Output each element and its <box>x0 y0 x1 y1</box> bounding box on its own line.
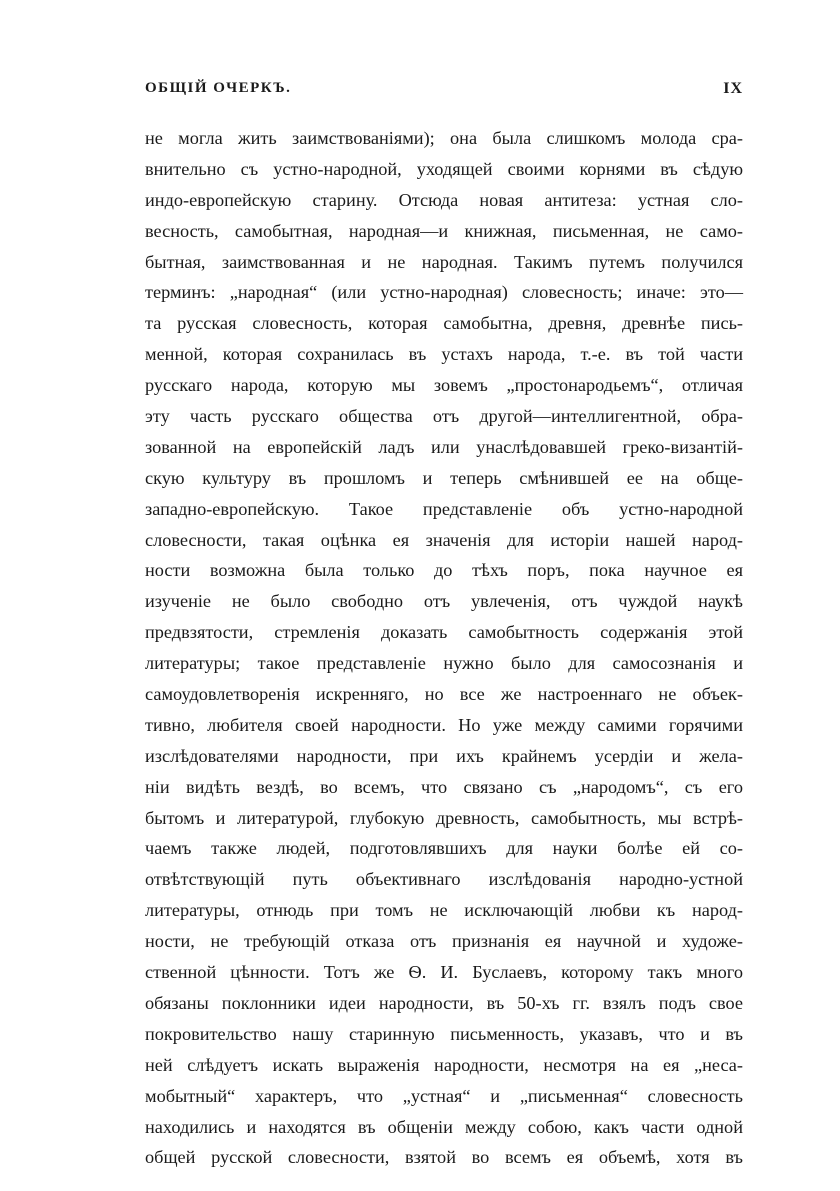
text-line: скую культуру въ прошломъ и теперь смѣнившей ее на обще- <box>145 467 743 488</box>
text-line: западно-европейскую. Такое представленіе объ устно-народной <box>145 498 743 519</box>
text-line: русскаго народа, которую мы зовемъ „простонародьемъ“, отличая <box>145 375 743 396</box>
text-line: весность, самобытная, народная—и книжная, письменная, не само- <box>145 220 743 241</box>
text-line: находились и находятся въ общеніи между собою, какъ части одной <box>145 1116 743 1137</box>
page-number: IX <box>723 80 743 97</box>
text-line: та русская словесность, которая самобытна, древня, древнѣе пись- <box>145 313 743 334</box>
text-line: чаемъ также людей, подготовлявшихъ для науки болѣе ей со- <box>145 838 743 859</box>
text-line: эту часть русскаго общества отъ другой—интеллигентной, обра- <box>145 406 743 427</box>
text-line: не могла жить заимствованіями); она была слишкомъ молода сра- <box>145 128 743 148</box>
text-line: общей русской словесности, взятой во всемъ ея объемѣ, хотя въ <box>145 1147 743 1168</box>
text-line: самоудовлетворенія искренняго, но все же настроеннаго не объек- <box>145 684 743 705</box>
text-line: литературы; такое представленіе нужно было для самосознанія и <box>145 653 743 674</box>
text-line: мобытный“ характеръ, что „устная“ и „письменная“ словесность <box>145 1085 743 1106</box>
text-line: предвзятости, стремленія доказать самобытность содержанія этой <box>145 622 743 643</box>
text-line: ности, не требующій отказа отъ признанія ея научной и художе- <box>145 931 743 952</box>
running-title: ОБЩІЙ ОЧЕРКЪ. <box>145 80 292 96</box>
text-line: словесности, такая оцѣнка ея значенія для исторіи нашей народ- <box>145 529 743 550</box>
text-line: терминъ: „народная“ (или устно-народная) словесность; иначе: это— <box>145 282 743 303</box>
text-line: изслѣдователями народности, при ихъ крайнемъ усердіи и жела- <box>145 745 743 766</box>
text-line: ственной цѣнности. Тотъ же Ѳ. И. Буслаевъ, которому такъ много <box>145 962 743 983</box>
text-line: бытомъ и литературой, глубокую древность, самобытность, мы встрѣ- <box>145 807 743 828</box>
text-line: зованной на европейскій ладъ или унаслѣдовавшей греко-византій- <box>145 436 743 457</box>
body-text <box>145 123 743 1173</box>
text-line: бытная, заимствованная и не народная. Такимъ путемъ получился <box>145 251 743 272</box>
page-header <box>145 80 743 106</box>
text-line: ности возможна была только до тѣхъ поръ, пока научное ея <box>145 560 743 581</box>
text-line: литературы, отнюдь при томъ не исключающій любви къ народ- <box>145 900 743 921</box>
text-line: отвѣтствующій путь объективнаго изслѣдованія народно-устной <box>145 869 743 890</box>
text-line: индо-европейскую старину. Отсюда новая антитеза: устная сло- <box>145 189 743 210</box>
text-line: ней слѣдуетъ искать выраженія народности, несмотря на ея „неса- <box>145 1054 743 1075</box>
text-line: ніи видѣть вездѣ, во всемъ, что связано съ „народомъ“, съ его <box>145 776 743 797</box>
text-line: внительно съ устно-народной, уходящей своими корнями въ сѣдую <box>145 158 743 179</box>
text-line: покровительство нашу старинную письменность, указавъ, что и въ <box>145 1023 743 1044</box>
text-line: менной, которая сохранилась въ устахъ народа, т.-е. въ той части <box>145 344 743 365</box>
text-line: изученіе не было свободно отъ увлеченія, отъ чуждой наукѣ <box>145 591 743 612</box>
text-line: тивно, любителя своей народности. Но уже между самими горячими <box>145 714 743 735</box>
text-line: обязаны поклонники идеи народности, въ 50-хъ гг. взялъ подъ свое <box>145 992 743 1013</box>
